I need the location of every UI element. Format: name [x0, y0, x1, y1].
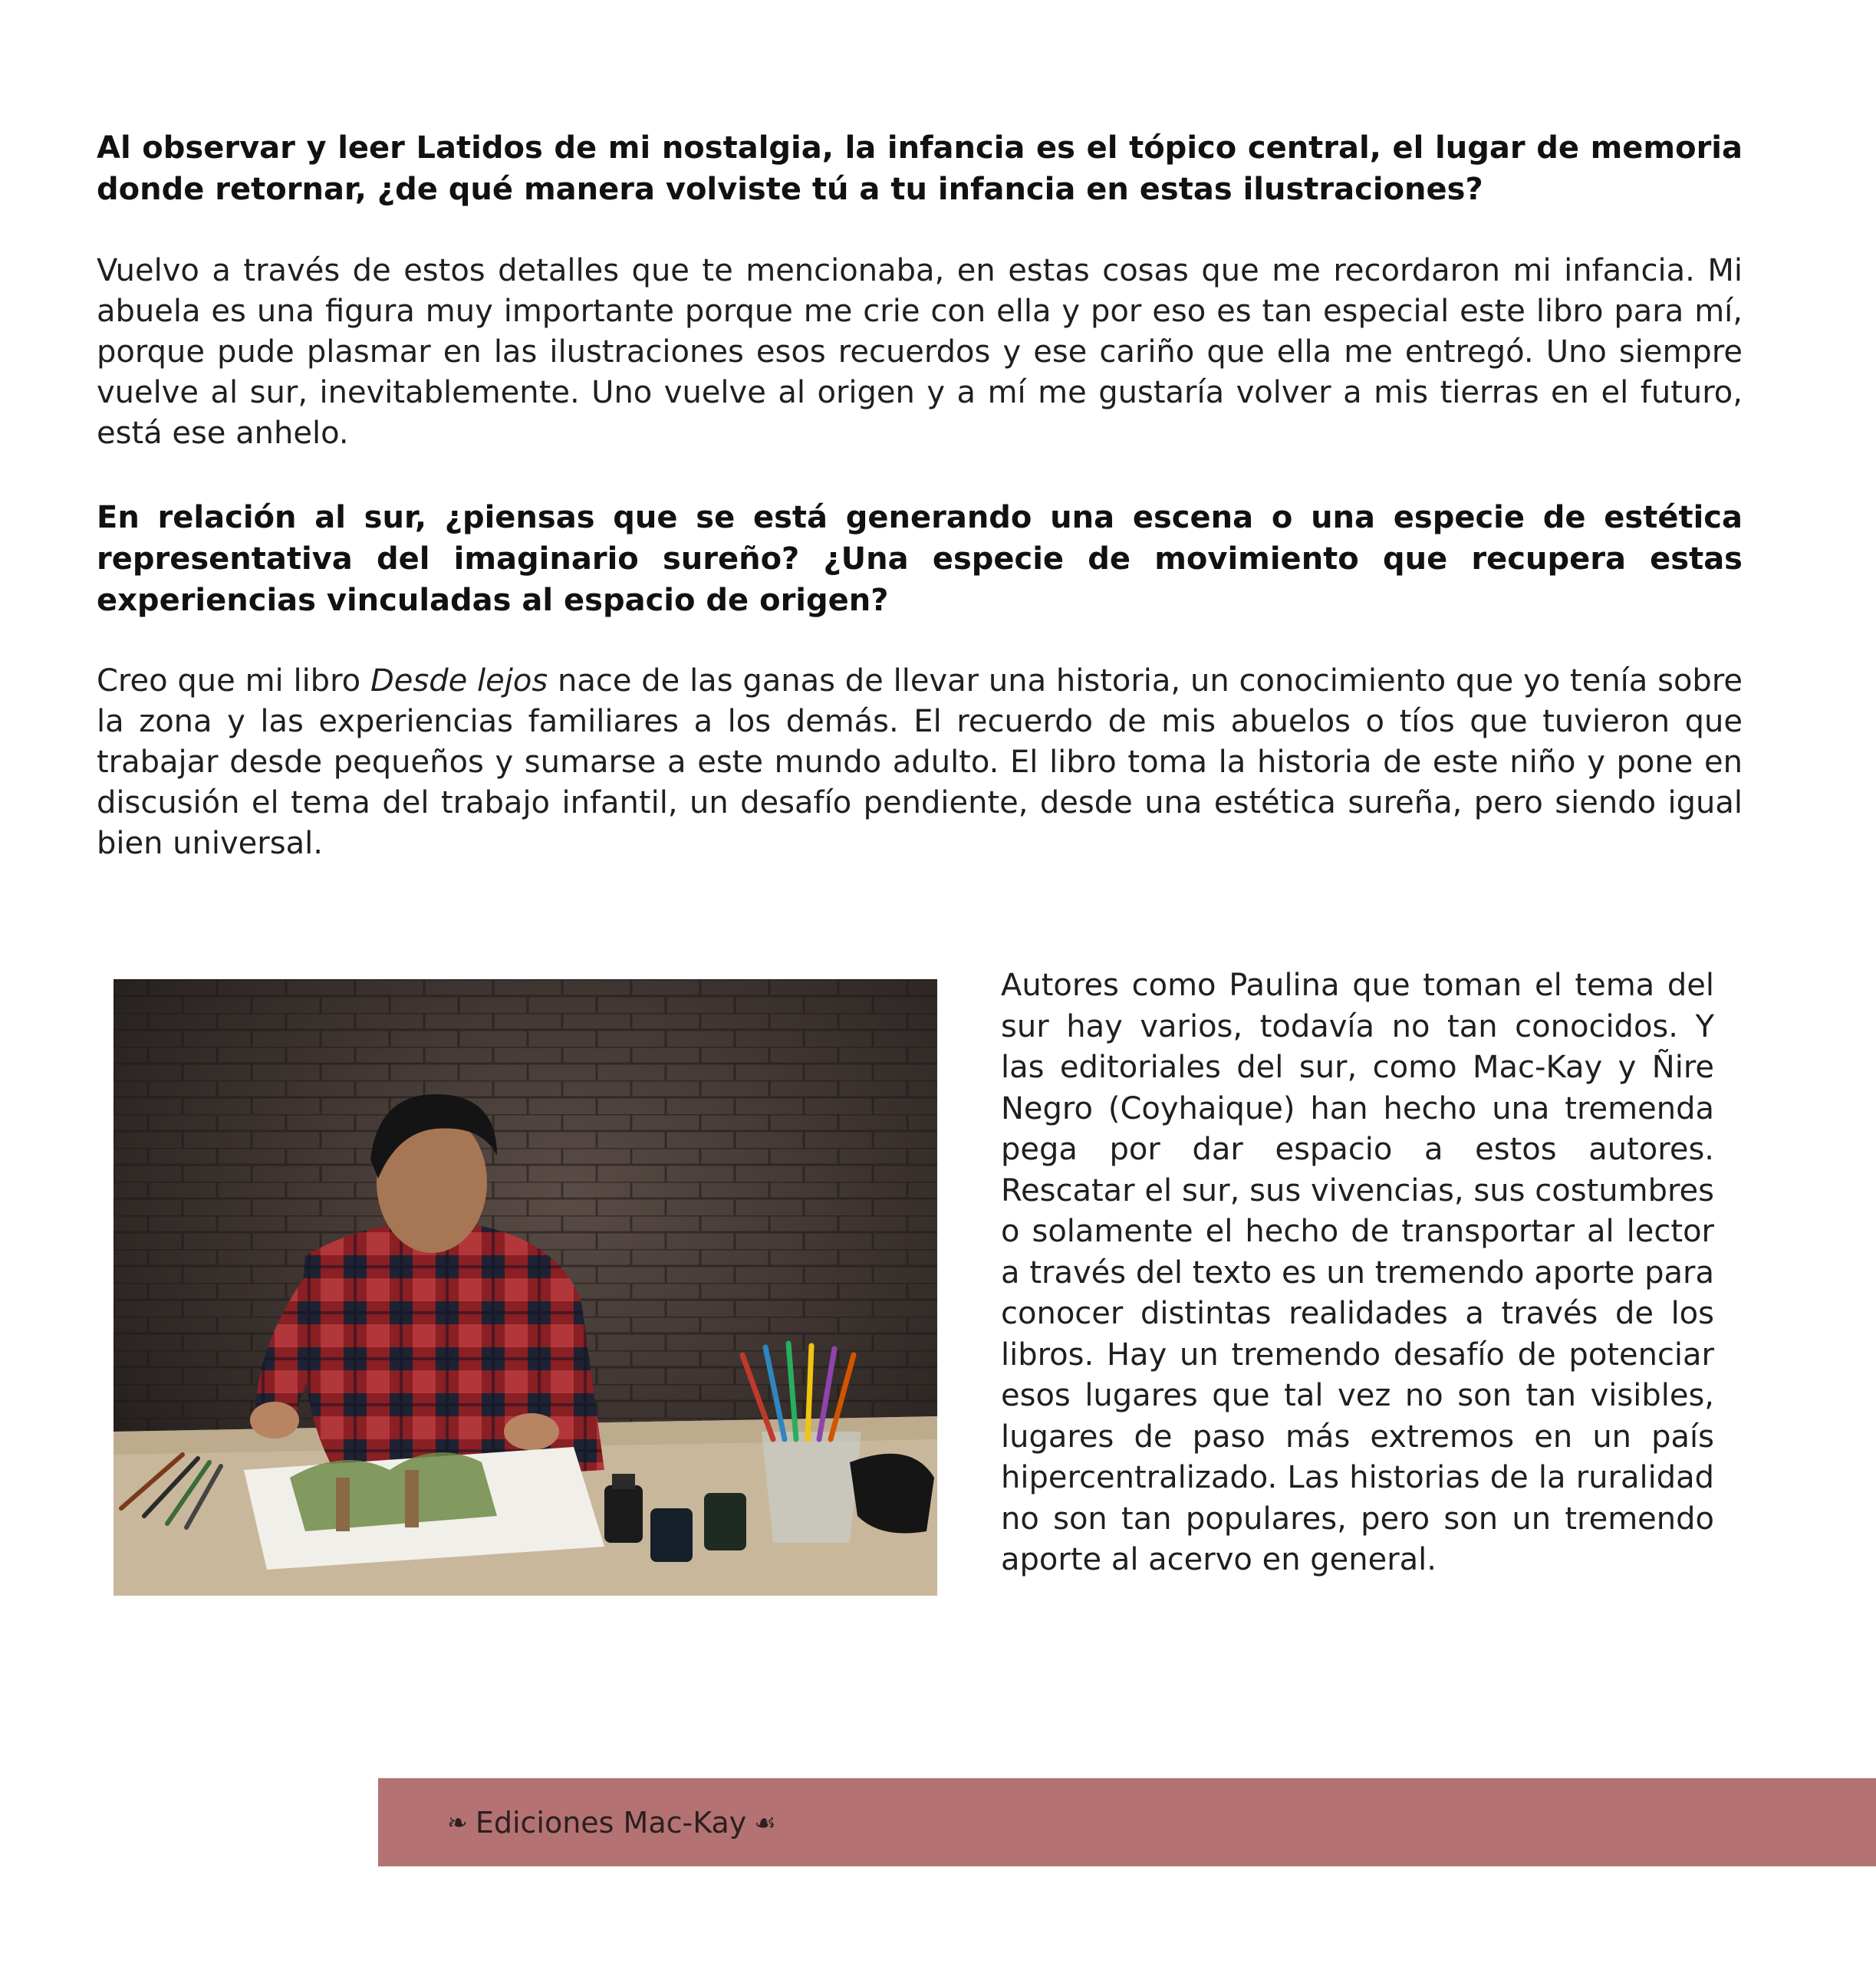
- answer-2-text-start: Creo que mi libro: [97, 663, 370, 699]
- footer-band: [378, 1778, 1876, 1866]
- book-title: Desde lejos: [370, 663, 548, 699]
- illustrator-photo: [114, 979, 937, 1596]
- leaf-ornament-right-icon: ☙: [754, 1807, 776, 1837]
- publisher-name: Ediciones Mac-Kay: [475, 1805, 747, 1840]
- publisher-logo: [447, 1778, 776, 1866]
- answer-1: Vuelvo a través de estos detalles que te mencionaba, en estas cosas que me recordaron mi infancia. Mi abuela es una figura muy importante porque me crie con ella y por eso es tan especial este libro para mí, porque pude plasmar en las ilustraciones esos recuerdos y ese cariño que ella me entregó. Uno siempre vuelve al sur, inevitablemente. Uno vuelve al origen y a mí me gustaría volver a mis tierras en el futuro, está ese anhelo.: [97, 253, 1743, 451]
- leaf-ornament-left-icon: ❧: [447, 1807, 468, 1837]
- answer-2: [97, 661, 1743, 864]
- side-column-text: Autores como Paulina que toman el tema del sur hay varios, todavía no tan conocidos. Y las editoriales del sur, como Mac-Kay y Ñire Negro (Coyhaique) han hecho una tremenda pega por dar espacio a estos autores. Rescatar el sur, sus vivencias, sus costumbres o solamente el hecho de transportar al lector a través del texto es un tremendo aporte para conocer distintas realidades a través de los libros. Hay un tremendo desafío de potenciar esos lugares que tal vez no son tan visibles, lugares de paso más extremos en un país hipercentralizado. Las historias de la ruralidad no son tan populares, pero son un tremendo aporte al acervo en general.: [1001, 968, 1714, 1577]
- answer-2-text-end: nace de las ganas de llevar una historia, un conocimiento que yo tenía sobre la zona y las experiencias familiares a los demás. El recuerdo de mis abuelos o tíos que tuvieron que trabajar desde pequeños y sumarse a este mundo adulto. El libro toma la historia de este niño y pone en discusión el tema del trabajo infantil, un desafío pendiente, desde una estética sureña, pero siendo igual bien universal.: [97, 663, 1743, 861]
- question-2: En relación al sur, ¿piensas que se está generando una escena o una especie de estética representativa del imaginario sureño? ¿Una especie de movimiento que recupera estas experiencias vinculadas al espacio de origen?: [97, 500, 1743, 618]
- question-1: Al observar y leer Latidos de mi nostalgia, la infancia es el tópico central, el lugar de memoria donde retornar, ¿de qué manera volviste tú a tu infancia en estas ilustraciones?: [97, 130, 1743, 207]
